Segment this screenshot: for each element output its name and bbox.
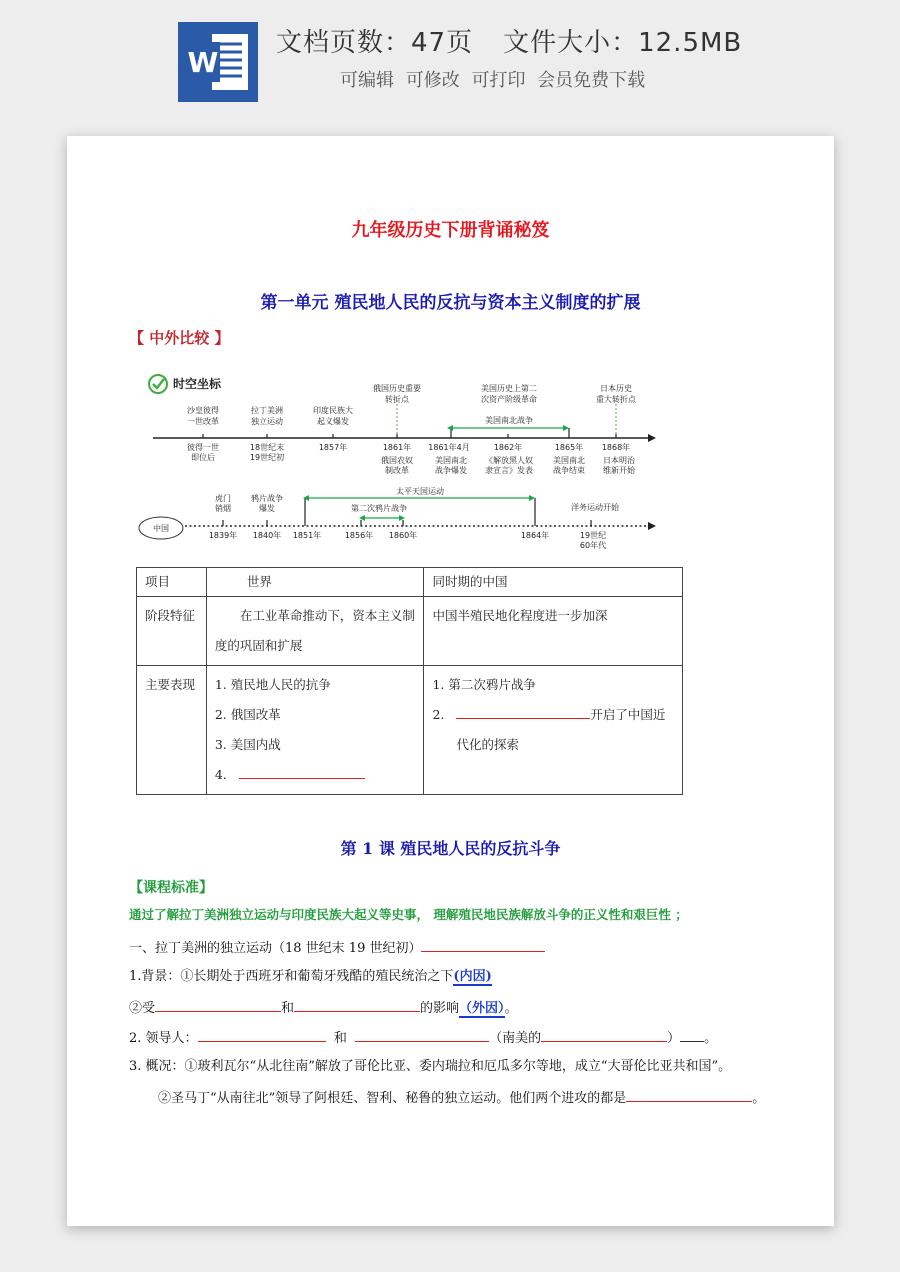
document-page bbox=[67, 136, 834, 1226]
china-year-6: 19世纪 60年代 bbox=[579, 531, 607, 550]
table-row bbox=[137, 666, 683, 795]
china-item-1: 1. 第二次鸦片战争 bbox=[432, 677, 536, 692]
feature-list: 可编辑 可修改 可打印 会员免费下载 bbox=[340, 70, 646, 91]
world-year-5: 1862年 bbox=[493, 443, 523, 452]
world-top-0: 沙皇彼得一世改革 bbox=[187, 406, 219, 426]
file-size: 文件大小：12.5MB bbox=[503, 28, 743, 58]
world-bottom-0: 俄国农奴制改革 bbox=[381, 456, 413, 475]
background-line-2: ②受 和 的影响（外因）。 bbox=[129, 995, 518, 1016]
logo-letter: W bbox=[187, 46, 219, 79]
row1-label: 阶段特征 bbox=[137, 597, 207, 666]
world-top-1: 拉丁美洲独立运动 bbox=[251, 406, 283, 426]
compare-tag: 【 中外比较 】 bbox=[129, 329, 230, 347]
world-year-3: 1861年 bbox=[382, 443, 412, 452]
world-bottom-3: 美国南北战争结束 bbox=[553, 456, 585, 475]
download-header bbox=[0, 0, 900, 120]
world-year-1: 18世纪末 19世纪初 bbox=[249, 443, 285, 462]
header-world: 世界 bbox=[206, 568, 424, 597]
standard-tag: 【课程标准】 bbox=[129, 880, 213, 896]
china-label: 中国 bbox=[153, 524, 169, 533]
standard-text: 通过了解拉丁美洲独立运动与印度民族大起义等史事， 理解殖民地民族解放斗争的正义性和艰巨性 ； bbox=[129, 907, 688, 922]
world-item-3: 3. 美国内战 bbox=[214, 737, 281, 752]
leader-line: 2. 领导人： 和 （南美的 ） 。 bbox=[129, 1025, 717, 1046]
china-year-0: 1839年 bbox=[208, 531, 238, 540]
background-line-1: 1.背景：①长期处于西班牙和葡萄牙残酷的殖民统治之下(内因) bbox=[129, 969, 492, 984]
table-row bbox=[137, 597, 683, 666]
fill-blank[interactable] bbox=[626, 1085, 752, 1102]
word-document-icon bbox=[178, 22, 258, 102]
fill-blank[interactable] bbox=[155, 995, 281, 1012]
world-top-3: 俄国历史重要转折点 bbox=[373, 384, 421, 404]
world-item-2: 2. 俄国改革 bbox=[214, 707, 281, 722]
world-bottom-2: 《解放黑人奴隶宣言》发表 bbox=[485, 456, 533, 475]
unit-title: 第一单元 殖民地人民的反抗与资本主义制度的扩展 bbox=[260, 293, 641, 313]
fill-blank[interactable] bbox=[198, 1025, 326, 1042]
china-year-5: 1864年 bbox=[520, 531, 550, 540]
external-cause-tag: （外因） bbox=[459, 1001, 505, 1016]
world-year-0: 彼得一世即位后 bbox=[187, 443, 219, 462]
header-item: 项目 bbox=[137, 568, 207, 597]
check-icon bbox=[149, 375, 167, 393]
row1-china: 中国半殖民地化程度进一步加深 bbox=[424, 597, 683, 666]
yangwu-label: 洋务运动开始 bbox=[571, 503, 619, 512]
world-bottom-1: 美国南北战争爆发 bbox=[435, 456, 467, 475]
world-top-2: 印度民族大起义爆发 bbox=[313, 406, 353, 426]
table-header-row bbox=[137, 568, 683, 597]
world-top-5: 日本历史重大转折点 bbox=[596, 384, 636, 404]
timeline-heading: 时空坐标 bbox=[173, 377, 222, 391]
fill-blank[interactable] bbox=[421, 935, 545, 952]
civil-war-label: 美国南北战争 bbox=[485, 416, 533, 425]
china-item-2: 2. 开启了中国近 bbox=[432, 700, 674, 730]
header-china: 同时期的中国 bbox=[424, 568, 683, 597]
page-count: 文档页数：47页 bbox=[276, 28, 474, 58]
doc-title: 九年级历史下册背诵秘笈 bbox=[351, 220, 550, 241]
fill-blank[interactable] bbox=[456, 702, 590, 719]
world-item-1: 1. 殖民地人民的抗争 bbox=[214, 677, 331, 692]
fill-blank[interactable] bbox=[355, 1025, 489, 1042]
opium2-label: 第二次鸦片战争 bbox=[351, 504, 407, 513]
fill-blank[interactable] bbox=[541, 1025, 667, 1042]
world-year-6: 1865年 bbox=[554, 443, 584, 452]
row1-world: 在工业革命推动下，资本主义制度的巩固和扩展 bbox=[206, 597, 424, 666]
timeline-diagram bbox=[133, 368, 663, 553]
overview-line-2: ②圣马丁“从南往北”领导了阿根廷、智利、秘鲁的独立运动。他们两个进攻的都是 。 bbox=[158, 1085, 765, 1106]
file-info bbox=[276, 22, 742, 59]
china-top-1: 鸦片战争爆发 bbox=[251, 494, 283, 513]
world-item-4: 4. bbox=[215, 760, 416, 790]
china-item-2-cont: 代化的探索 bbox=[456, 737, 519, 752]
world-year-2: 1857年 bbox=[318, 443, 348, 452]
row2-china bbox=[424, 666, 683, 795]
fill-blank[interactable] bbox=[239, 762, 365, 779]
world-bottom-4: 日本明治维新开始 bbox=[603, 456, 635, 475]
world-year-4: 1861年4月 bbox=[428, 443, 470, 452]
china-year-3: 1856年 bbox=[344, 531, 374, 540]
row2-world bbox=[206, 666, 424, 795]
overview-line-1: 3. 概况：①玻利瓦尔“从北往南”解放了哥伦比亚、委内瑞拉和厄瓜多尔等地，成立“大哥伦比亚共和国”。 bbox=[129, 1059, 732, 1074]
taiping-label: 太平天国运动 bbox=[396, 487, 444, 496]
world-top-4: 美国历史上第二次资产阶级革命 bbox=[481, 384, 537, 404]
section-heading: 一、拉丁美洲的独立运动（18 世纪末 19 世纪初） bbox=[129, 935, 545, 956]
fill-blank[interactable] bbox=[294, 995, 420, 1012]
internal-cause-tag: (内因) bbox=[453, 969, 492, 984]
china-year-4: 1860年 bbox=[388, 531, 418, 540]
comparison-table bbox=[136, 567, 683, 795]
row2-label: 主要表现 bbox=[137, 666, 207, 795]
lesson-title: 第 1 课 殖民地人民的反抗斗争 bbox=[340, 839, 561, 858]
china-year-1: 1840年 bbox=[252, 531, 282, 540]
world-year-7: 1868年 bbox=[601, 443, 631, 452]
china-year-2: 1851年 bbox=[292, 531, 322, 540]
china-top-0: 虎门销烟 bbox=[215, 494, 231, 513]
